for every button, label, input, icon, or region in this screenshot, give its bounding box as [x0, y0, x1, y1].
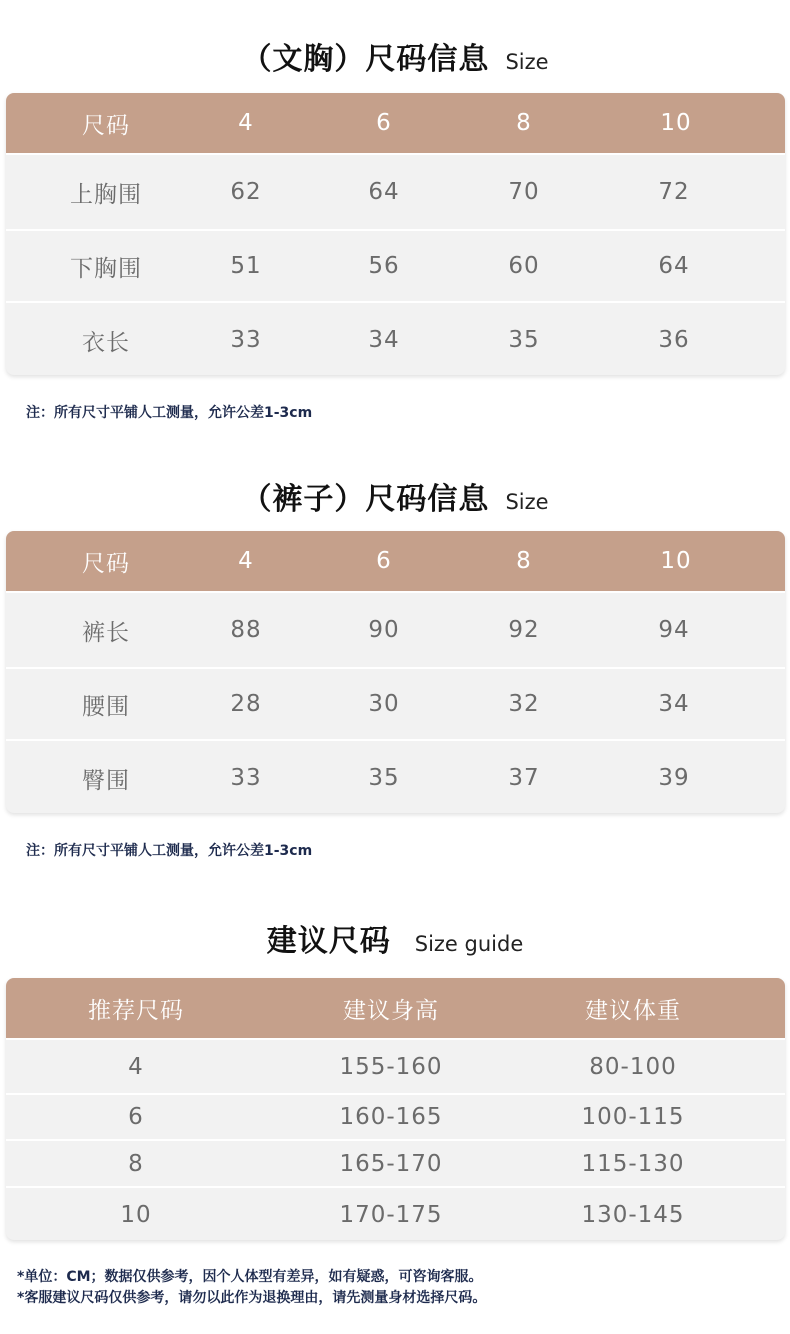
bra-title-zh: （文胸）尺码信息 [241, 42, 490, 77]
table-row [6, 1038, 785, 1093]
header-cell: 6 [376, 110, 392, 136]
header-cell: 推荐尺码 [88, 997, 184, 1024]
header-cell: 8 [516, 548, 532, 574]
table-cell: 88 [230, 617, 262, 643]
pants-title-zh: （裤子）尺码信息 [241, 482, 490, 517]
row-label: 腰围 [82, 693, 130, 720]
table-row [6, 1139, 785, 1186]
header-cell: 8 [516, 110, 532, 136]
table-cell: 90 [368, 617, 400, 643]
table-cell: 64 [368, 179, 400, 205]
pants-size-title [0, 474, 790, 518]
bra-size-table [6, 93, 785, 375]
table-cell: 36 [658, 327, 690, 353]
row-label: 裤长 [82, 619, 130, 646]
size-guide-title [0, 916, 790, 960]
bra-title-en: Size [505, 50, 549, 74]
table-cell: 32 [508, 691, 540, 717]
table-row [6, 301, 785, 375]
pants-size-table [6, 531, 785, 813]
table-row [6, 1093, 785, 1139]
table-row [6, 667, 785, 739]
table-cell: 92 [508, 617, 540, 643]
table-header [6, 978, 785, 1038]
table-cell: 64 [658, 253, 690, 279]
size-guide-table [6, 978, 785, 1240]
pants-measurement-note: 注：所有尺寸平铺人工测量，允许公差1-3cm [26, 843, 313, 859]
table-cell: 70 [508, 179, 540, 205]
table-cell: 37 [508, 765, 540, 791]
table-cell: 60 [508, 253, 540, 279]
table-header [6, 93, 785, 153]
header-cell: 尺码 [82, 112, 130, 139]
table-cell: 8 [128, 1150, 144, 1177]
table-row [6, 739, 785, 813]
table-row [6, 1186, 785, 1240]
guide-footnote-unit: *单位：CM；数据仅供参考，因个人体型有差异，如有疑惑，可咨询客服。 [17, 1269, 483, 1285]
table-cell: 10 [120, 1202, 152, 1228]
header-cell: 建议身高 [343, 997, 439, 1024]
guide-title-zh: 建议尺码 [266, 924, 391, 959]
guide-footnote-disclaimer: *客服建议尺码仅供参考，请勿以此作为退换理由，请先测量身材选择尺码。 [17, 1290, 487, 1306]
table-cell: 51 [230, 253, 262, 279]
row-label: 臀围 [82, 767, 130, 794]
table-cell: 170-175 [339, 1202, 443, 1228]
table-cell: 155-160 [339, 1053, 443, 1080]
table-cell: 62 [230, 179, 262, 205]
table-cell: 94 [658, 617, 690, 643]
header-cell: 尺码 [82, 550, 130, 577]
header-cell: 4 [238, 110, 254, 136]
table-header [6, 531, 785, 591]
table-row [6, 229, 785, 301]
table-cell: 30 [368, 691, 400, 717]
table-cell: 34 [658, 691, 690, 717]
table-cell: 72 [658, 179, 690, 205]
row-label: 衣长 [82, 329, 130, 356]
table-cell: 100-115 [581, 1104, 685, 1130]
table-row [6, 153, 785, 229]
header-cell: 10 [660, 548, 692, 574]
table-cell: 39 [658, 765, 690, 791]
table-cell: 160-165 [339, 1104, 443, 1130]
table-cell: 115-130 [581, 1150, 685, 1177]
bra-size-title [0, 34, 790, 78]
table-cell: 130-145 [581, 1202, 685, 1228]
header-cell: 10 [660, 110, 692, 136]
header-cell: 建议体重 [585, 997, 681, 1024]
bra-measurement-note: 注：所有尺寸平铺人工测量，允许公差1-3cm [26, 405, 313, 421]
table-cell: 6 [128, 1104, 144, 1130]
header-cell: 6 [376, 548, 392, 574]
table-cell: 34 [368, 327, 400, 353]
table-cell: 35 [368, 765, 400, 791]
table-cell: 165-170 [339, 1150, 443, 1177]
pants-title-en: Size [505, 490, 549, 514]
table-cell: 28 [230, 691, 262, 717]
row-label: 下胸围 [70, 255, 142, 282]
table-cell: 80-100 [589, 1053, 677, 1080]
table-cell: 33 [230, 327, 262, 353]
table-row [6, 591, 785, 667]
row-label: 上胸围 [70, 181, 142, 208]
header-cell: 4 [238, 548, 254, 574]
table-cell: 33 [230, 765, 262, 791]
guide-title-en: Size guide [414, 932, 524, 956]
table-cell: 35 [508, 327, 540, 353]
table-cell: 56 [368, 253, 400, 279]
table-cell: 4 [128, 1053, 144, 1080]
